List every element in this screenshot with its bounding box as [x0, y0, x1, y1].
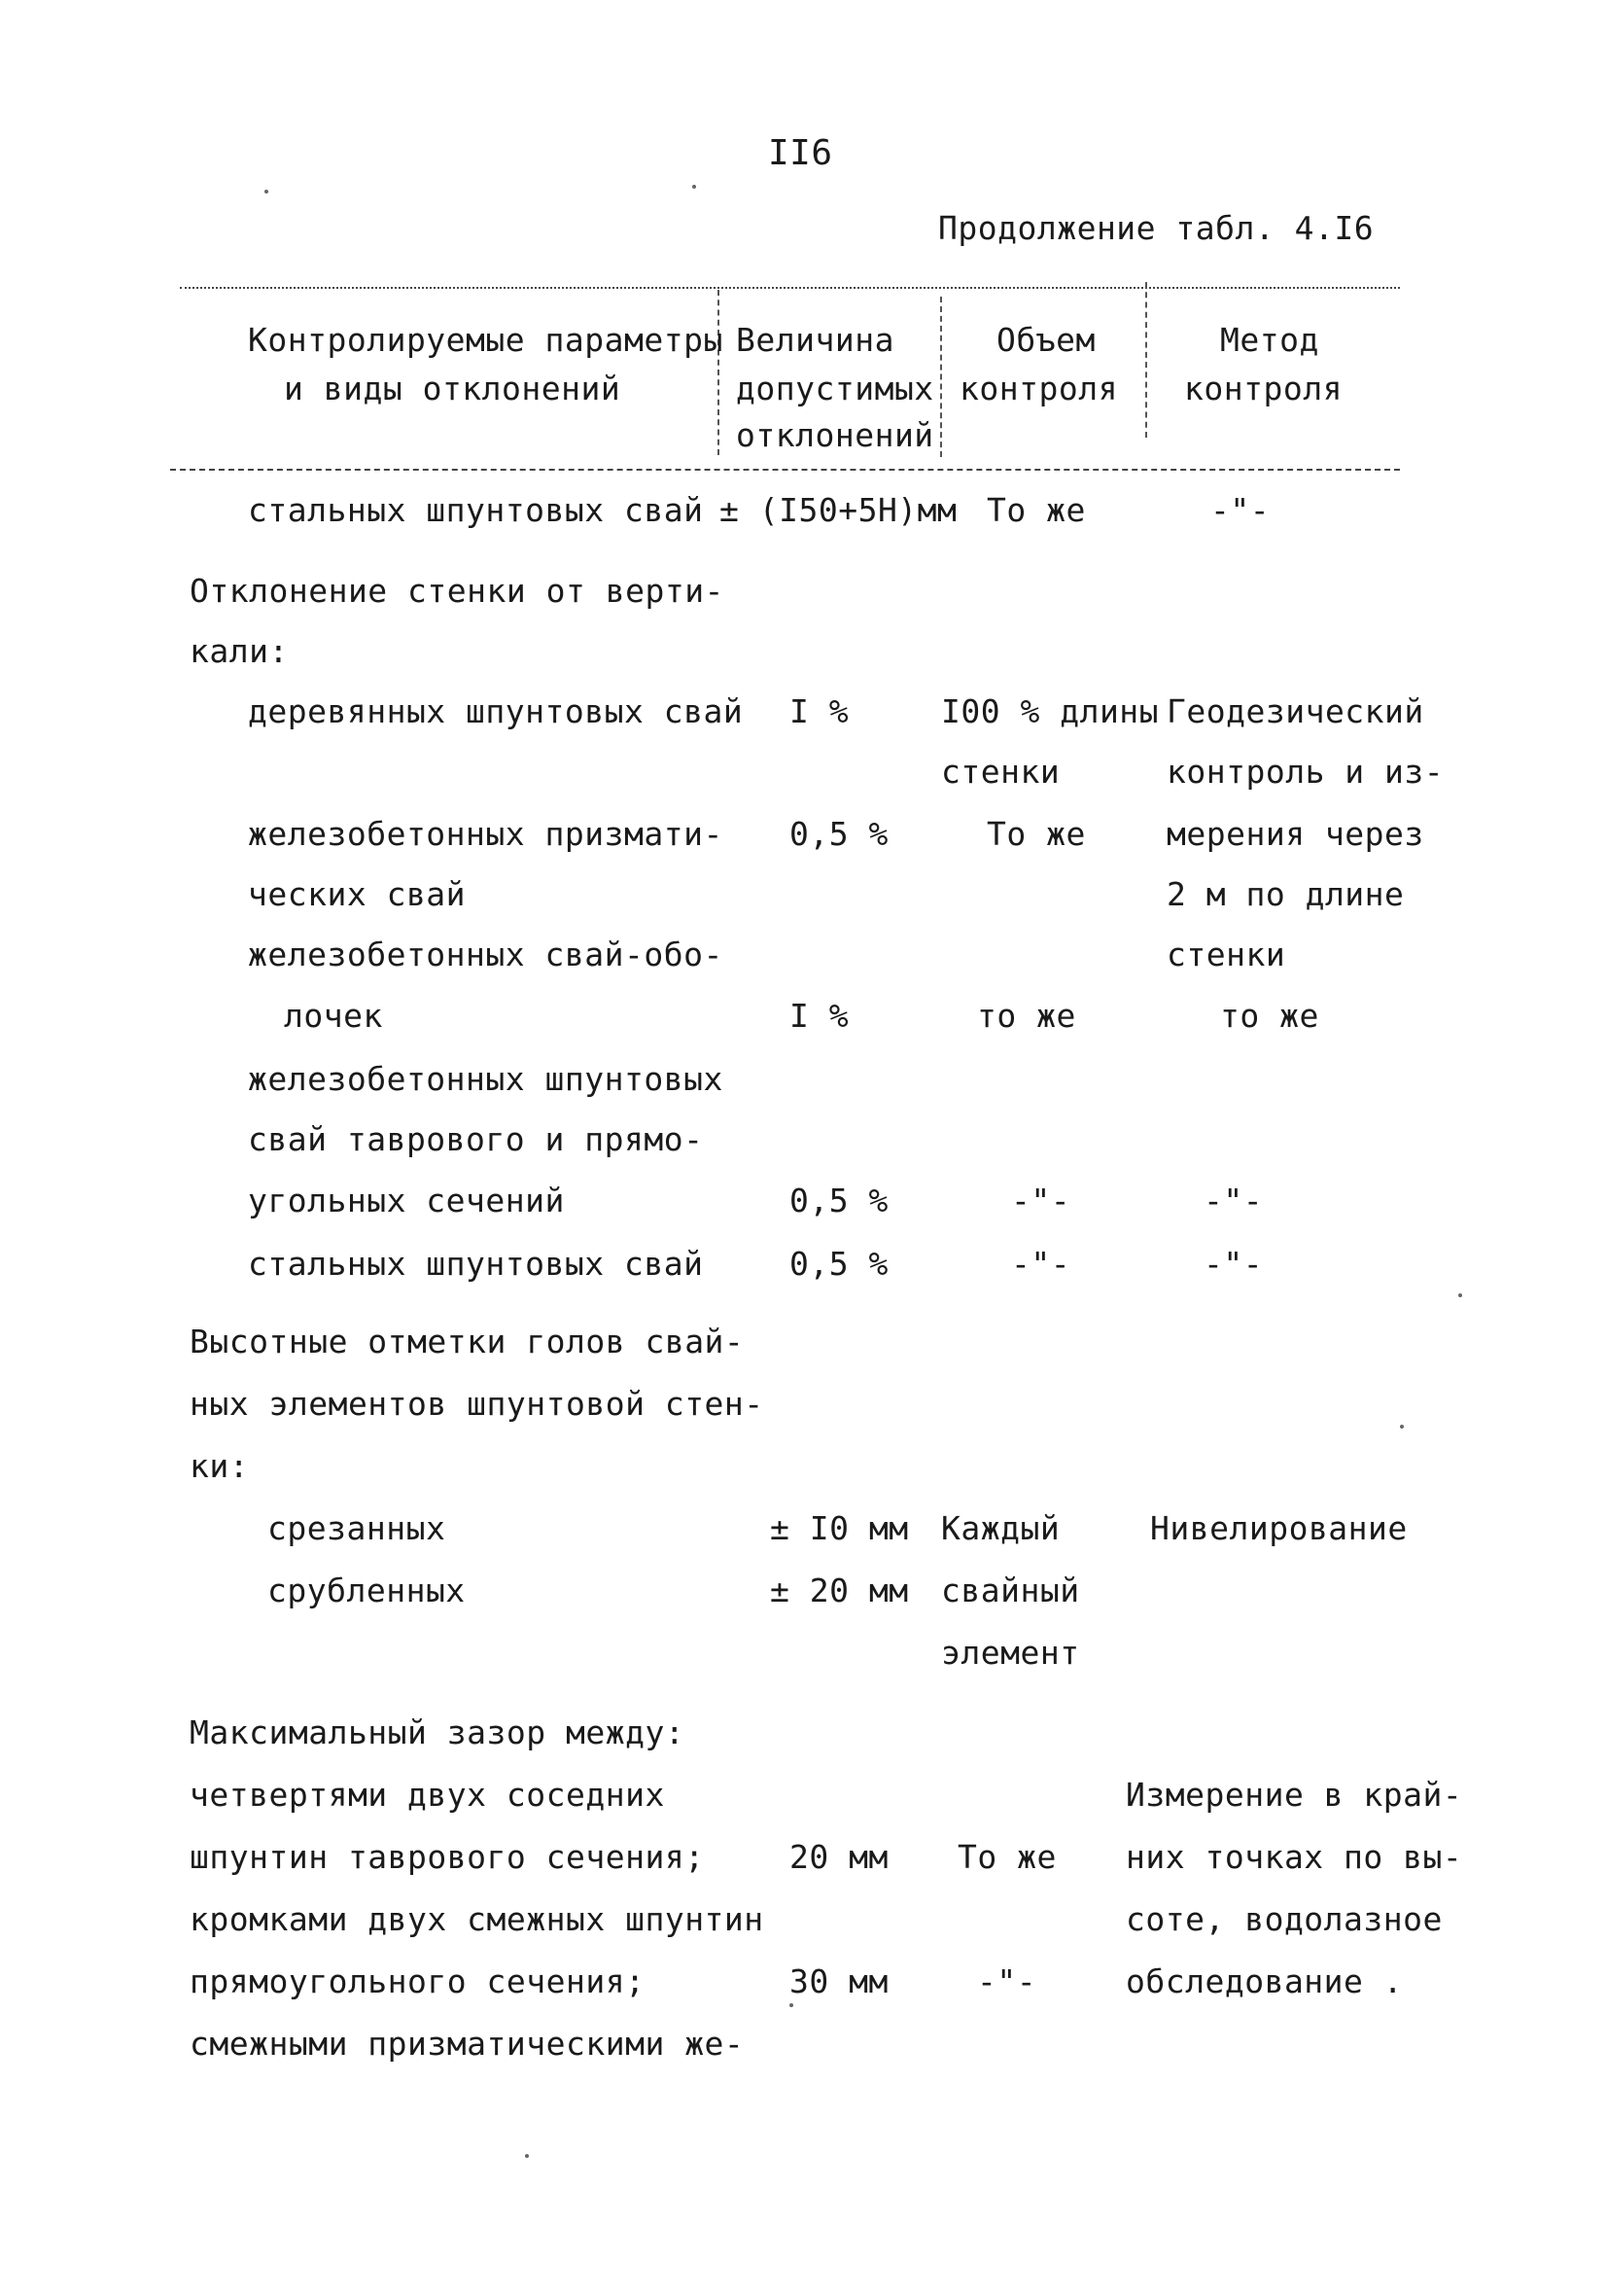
scan-speck	[264, 190, 268, 194]
header-scope-line2: контроля	[960, 370, 1118, 407]
section-heights-line1: Высотные отметки голов свай-	[190, 1323, 745, 1360]
section-gap-line5: прямоугольного сечения;	[190, 1962, 646, 2000]
row2-method-line1: Геодезический	[1167, 692, 1424, 730]
row2-scope-line2: стенки	[941, 753, 1061, 791]
row9-method-line2: них точках по вы-	[1126, 1838, 1463, 1876]
row7-param: срезанных	[267, 1509, 446, 1547]
row2-tolerance: I %	[789, 692, 850, 730]
header-method-line1: Метод	[1220, 321, 1319, 359]
header-scope-line1: Объем	[996, 321, 1096, 359]
section-heights-line3: ки:	[190, 1447, 250, 1485]
row2-param: деревянных шпунтовых свай	[248, 692, 744, 730]
section-gap-line6: смежными призматическими же-	[190, 2025, 745, 2063]
table-header-bottom-rule	[170, 469, 1400, 471]
row5-scope: -"-	[1011, 1182, 1071, 1219]
section-gap-line4: кромками двух смежных шпунтин	[190, 1900, 764, 1938]
row4-param-line1: железобетонных свай-обо-	[248, 936, 723, 973]
header-method-line2: контроля	[1184, 370, 1343, 407]
row1-tolerance: ± (I50+5H)мм	[719, 491, 958, 529]
column-divider-1	[717, 290, 719, 455]
scan-speck	[789, 2003, 793, 2007]
row4-param-line2: лочек	[284, 997, 383, 1035]
section-gap-line2: четвертями двух соседних	[190, 1776, 665, 1814]
row7-tolerance: ± I0 мм	[770, 1509, 909, 1547]
row6-tolerance: 0,5 %	[789, 1245, 889, 1283]
row3-param-line2: ческих свай	[248, 875, 467, 913]
header-param-line2: и виды отклонений	[284, 370, 621, 407]
header-param-line1: Контролируемые параметры	[248, 321, 723, 359]
column-divider-3	[1145, 282, 1147, 438]
row7-scope-line2: свайный	[941, 1572, 1080, 1609]
row9-tolerance: 20 мм	[789, 1838, 889, 1876]
row7-scope-line3: элемент	[941, 1634, 1080, 1672]
row6-param: стальных шпунтовых свай	[248, 1245, 704, 1283]
section-gap-line3: шпунтин таврового сечения;	[190, 1838, 705, 1876]
scan-speck	[1458, 1293, 1462, 1297]
row5-param-line3: угольных сечений	[248, 1182, 565, 1219]
row5-tolerance: 0,5 %	[789, 1182, 889, 1219]
page-number: II6	[768, 133, 833, 173]
row3-method-line2: 2 м по длине	[1167, 875, 1405, 913]
row6-scope: -"-	[1011, 1245, 1071, 1283]
section-heights-line2: ных элементов шпунтовой стен-	[190, 1385, 764, 1423]
header-tolerance-line1: Величина	[736, 321, 894, 359]
row7-method: Нивелирование	[1150, 1509, 1408, 1547]
row9-scope: То же	[958, 1838, 1057, 1876]
table-top-rule	[180, 287, 1400, 289]
section-wall-deviation-line2: кали:	[190, 632, 289, 670]
row3-scope: То же	[987, 815, 1086, 853]
row9-method-line4: обследование .	[1126, 1962, 1404, 2000]
column-divider-2	[940, 297, 942, 457]
row8-tolerance: ± 20 мм	[770, 1572, 909, 1609]
row5-param-line1: железобетонных шпунтовых	[248, 1060, 723, 1098]
row2-scope-line1: I00 % длины	[941, 692, 1160, 730]
row5-param-line2: свай таврового и прямо-	[248, 1120, 704, 1158]
section-wall-deviation-line1: Отклонение стенки от верти-	[190, 572, 724, 610]
section-gap-line1: Максимальный зазор между:	[190, 1713, 685, 1751]
row3-method-line1: мерения через	[1167, 815, 1424, 853]
row1-method: -"-	[1210, 491, 1271, 529]
row3-param-line1: железобетонных призмати-	[248, 815, 723, 853]
row5-method: -"-	[1204, 1182, 1264, 1219]
row6-method: -"-	[1204, 1245, 1264, 1283]
row1-param: стальных шпунтовых свай	[248, 491, 704, 529]
row10-tolerance: 30 мм	[789, 1962, 889, 2000]
row9-method-line3: соте, водолазное	[1126, 1900, 1443, 1938]
header-tolerance-line2: допустимых	[736, 370, 934, 407]
row7-scope-line1: Каждый	[941, 1509, 1061, 1547]
row2-method-line2: контроль и из-	[1167, 753, 1445, 791]
scan-speck	[1400, 1425, 1404, 1429]
row10-scope: -"-	[977, 1962, 1037, 2000]
row4-method: то же	[1220, 997, 1319, 1035]
row4-scope: то же	[977, 997, 1076, 1035]
scan-speck	[525, 2154, 529, 2158]
row3-tolerance: 0,5 %	[789, 815, 889, 853]
row8-param: срубленных	[267, 1572, 466, 1609]
header-tolerance-line3: отклонений	[736, 416, 934, 454]
table-caption: Продолжение табл. 4.I6	[938, 209, 1375, 247]
row1-scope: То же	[987, 491, 1086, 529]
row9-method-line1: Измерение в край-	[1126, 1776, 1463, 1814]
row4-tolerance: I %	[789, 997, 850, 1035]
row3-method-line3: стенки	[1167, 936, 1286, 973]
scan-speck	[692, 185, 696, 189]
